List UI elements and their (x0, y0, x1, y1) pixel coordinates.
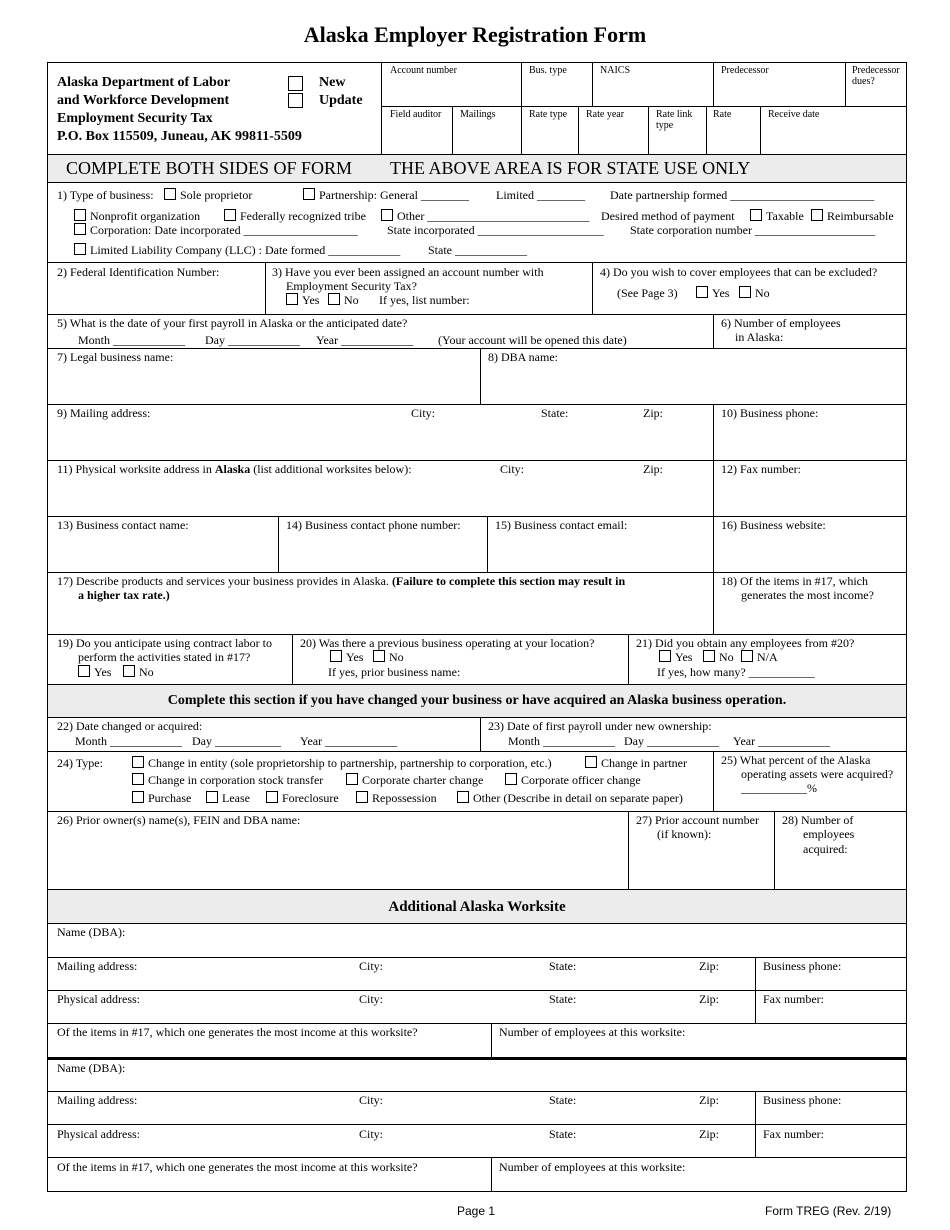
update-checkbox[interactable] (288, 93, 303, 108)
divider (774, 811, 775, 889)
q24-charter: Corporate charter change (346, 773, 483, 787)
q21-yes-checkbox[interactable] (659, 650, 671, 662)
divider (47, 348, 907, 349)
ws2-employees: Number of employees at this worksite: (499, 1160, 686, 1174)
divider (592, 62, 593, 106)
q1-other: Other ___________________________ (381, 209, 589, 223)
q23-day: Day ____________ (624, 734, 719, 748)
q24-lease: Lease (206, 791, 250, 805)
ws2-phone: Business phone: (763, 1093, 842, 1107)
ws1-physical-zip: Zip: (699, 992, 719, 1006)
q5-note: (Your account will be opened this date) (438, 333, 627, 347)
q9-city: City: (411, 406, 436, 420)
q19-line2: perform the activities stated in #17? (78, 650, 251, 664)
q24-entity: Change in entity (sole proprietorship to partnership, partnership to corporation, etc.) (132, 756, 552, 770)
divider (47, 460, 907, 461)
q5-year: Year ____________ (316, 333, 414, 347)
stock-transfer-checkbox[interactable] (132, 773, 144, 785)
q21-yes: Yes (659, 650, 692, 664)
q1-llc-state: State ____________ (428, 243, 527, 257)
rate-year-label: Rate year (586, 109, 625, 120)
agency-name-2: and Workforce Development (57, 93, 230, 108)
predecessor-dues-label: Predecessor dues? (852, 65, 900, 87)
divider (713, 516, 714, 634)
divider (480, 348, 481, 404)
q1-nonprofit: Nonprofit organization (74, 209, 200, 223)
q2-fein: 2) Federal Identification Number: (57, 265, 220, 279)
ws1-mailing: Mailing address: (57, 959, 138, 973)
repossession-checkbox[interactable] (356, 791, 368, 803)
q4-yes: Yes (696, 286, 729, 300)
other-checkbox[interactable] (381, 209, 393, 221)
mailings-label: Mailings (460, 109, 496, 120)
q11-city: City: (500, 462, 525, 476)
q3-line2: Employment Security Tax? (286, 279, 417, 293)
q20-prior-name: If yes, prior business name: (328, 665, 461, 679)
q1-label: 1) Type of business: (57, 188, 154, 202)
q4-no-checkbox[interactable] (739, 286, 751, 298)
purchase-checkbox[interactable] (132, 791, 144, 803)
q1-sole: Sole proprietor (164, 188, 252, 202)
nonprofit-checkbox[interactable] (74, 209, 86, 221)
q28-line3: acquired: (803, 842, 848, 856)
change-partner-checkbox[interactable] (585, 756, 597, 768)
q1-partnership: Partnership: General ________ (303, 188, 469, 202)
q7-legal-name: 7) Legal business name: (57, 350, 174, 364)
q24-foreclosure: Foreclosure (266, 791, 339, 805)
q1-date-partnership: Date partnership formed ________________________ (610, 188, 875, 202)
q27-line2: (if known): (657, 827, 712, 841)
page-number: Page 1 (457, 1204, 496, 1218)
divider (292, 634, 293, 684)
divider (47, 923, 907, 924)
ws1-phone: Business phone: (763, 959, 842, 973)
charter-change-checkbox[interactable] (346, 773, 358, 785)
q28-line1: 28) Number of (782, 813, 854, 827)
divider (713, 62, 714, 106)
corporation-checkbox[interactable] (74, 223, 86, 235)
q23-month: Month ____________ (508, 734, 616, 748)
q3-list: If yes, list number: (379, 293, 470, 307)
rate-type-label: Rate type (529, 109, 568, 120)
q27-line1: 27) Prior account number (636, 813, 759, 827)
divider (628, 811, 629, 889)
q1-state-corp-number: State corporation number ____________________ (630, 223, 875, 237)
q11-zip: Zip: (643, 462, 663, 476)
receive-date-label: Receive date (768, 109, 820, 120)
q9-state: State: (541, 406, 569, 420)
q1-llc: Limited Liability Company (LLC) : Date formed ____________ (74, 243, 400, 257)
q19-line1: 19) Do you anticipate using contract labor to (57, 636, 272, 650)
q3-yes-checkbox[interactable] (286, 293, 298, 305)
taxable-checkbox[interactable] (750, 209, 762, 221)
q20-yes: Yes (330, 650, 363, 664)
q24-repossession: Repossession (356, 791, 437, 805)
bus-type-label: Bus. type (529, 65, 567, 76)
q12-fax: 12) Fax number: (721, 462, 801, 476)
q1-limited: Limited ________ (496, 188, 585, 202)
ws2-mailing-zip: Zip: (699, 1093, 719, 1107)
q23-label: 23) Date of first payroll under new ownership: (488, 719, 712, 733)
q9-zip: Zip: (643, 406, 663, 420)
q5-month: Month ____________ (78, 333, 186, 347)
divider (760, 106, 761, 154)
ws2-physical-state: State: (549, 1127, 577, 1141)
new-label: New (319, 75, 346, 90)
q4-line1: 4) Do you wish to cover employees that can be excluded? (600, 265, 878, 279)
q3-yes: Yes (286, 293, 319, 307)
divider (578, 106, 579, 154)
q21-how-many: If yes, how many? ___________ (657, 665, 815, 679)
q1-reimbursable: Reimbursable (811, 209, 894, 223)
ws1-fax: Fax number: (763, 992, 824, 1006)
divider (47, 684, 907, 685)
q26-prior-owner: 26) Prior owner(s) name(s), FEIN and DBA name: (57, 813, 301, 827)
q25-line2: operating assets were acquired? (741, 767, 894, 781)
divider (265, 262, 266, 314)
divider (452, 106, 453, 154)
q15-contact-email: 15) Business contact email: (495, 518, 628, 532)
ws2-items: Of the items in #17, which one generates the most income at this worksite? (57, 1160, 418, 1174)
divider (381, 106, 907, 107)
q23-year: Year ____________ (733, 734, 831, 748)
divider (713, 314, 714, 348)
divider (47, 1157, 907, 1158)
divider (47, 572, 907, 573)
q6-line2: in Alaska: (735, 330, 784, 344)
q4-see: (See Page 3) (617, 286, 678, 300)
ws2-physical: Physical address: (57, 1127, 140, 1141)
q1-state-incorporated: State incorporated _____________________ (387, 223, 604, 237)
q24-partner: Change in partner (585, 756, 687, 770)
q16-website: 16) Business website: (721, 518, 826, 532)
lease-checkbox[interactable] (206, 791, 218, 803)
q25-percent: ___________% (741, 781, 817, 795)
divider (47, 1124, 907, 1125)
q6-line1: 6) Number of employees (721, 316, 841, 330)
llc-checkbox[interactable] (74, 243, 86, 255)
divider (47, 717, 907, 718)
worksite-separator (47, 1057, 907, 1060)
divider (491, 1023, 492, 1057)
q24-other-checkbox[interactable] (457, 791, 469, 803)
q10-business-phone: 10) Business phone: (721, 406, 819, 420)
naics-label: NAICS (600, 65, 631, 76)
agency-address: P.O. Box 115509, Juneau, AK 99811-5509 (57, 129, 302, 144)
officer-change-checkbox[interactable] (505, 773, 517, 785)
divider (628, 634, 629, 684)
state-use-only: THE ABOVE AREA IS FOR STATE USE ONLY (390, 158, 751, 178)
q17-products: 17) Describe products and services your business provides in Alaska. (Failure to complete this section may result in (57, 574, 626, 588)
q22-label: 22) Date changed or acquired: (57, 719, 203, 733)
ws1-mailing-zip: Zip: (699, 959, 719, 973)
divider (47, 516, 907, 517)
changed-section-header: Complete this section if you have changed your business or have acquired an Alaska business operation. (167, 693, 787, 708)
q28-line2: employees (803, 827, 855, 841)
ws2-name: Name (DBA): (57, 1061, 126, 1075)
rate-label: Rate (713, 109, 732, 120)
divider (47, 889, 907, 890)
q19-no-checkbox[interactable] (123, 665, 135, 677)
ws1-items: Of the items in #17, which one generates the most income at this worksite? (57, 1025, 418, 1039)
q22-day: Day ___________ (192, 734, 281, 748)
divider (480, 717, 481, 751)
ws1-physical-city: City: (359, 992, 384, 1006)
divider (47, 751, 907, 752)
q3-no-checkbox[interactable] (328, 293, 340, 305)
q21-na: N/A (741, 650, 778, 664)
q4-no: No (739, 286, 770, 300)
q1-desired-method: Desired method of payment (601, 209, 735, 223)
q25-line1: 25) What percent of the Alaska (721, 753, 871, 767)
q22-month: Month ____________ (75, 734, 183, 748)
new-checkbox[interactable] (288, 76, 303, 91)
q19-yes: Yes (78, 665, 111, 679)
divider (47, 314, 907, 315)
ws1-physical: Physical address: (57, 992, 140, 1006)
divider (491, 1157, 492, 1192)
q21-na-checkbox[interactable] (741, 650, 753, 662)
change-entity-checkbox[interactable] (132, 756, 144, 768)
q1-tribe: Federally recognized tribe (224, 209, 366, 223)
q5-day: Day ____________ (205, 333, 300, 347)
q1-corporation: Corporation: Date incorporated ___________________ (74, 223, 358, 237)
q24-officer: Corporate officer change (505, 773, 641, 787)
field-auditor-label: Field auditor (390, 109, 442, 120)
q24-label: 24) Type: (57, 756, 103, 770)
account-number-label: Account number (390, 65, 457, 76)
divider (713, 751, 714, 811)
ws2-physical-city: City: (359, 1127, 384, 1141)
q21-no: No (703, 650, 734, 664)
sole-proprietor-checkbox[interactable] (164, 188, 176, 200)
predecessor-label: Predecessor (721, 65, 769, 76)
q8-dba-name: 8) DBA name: (488, 350, 558, 364)
q4-yes-checkbox[interactable] (696, 286, 708, 298)
ws2-fax: Fax number: (763, 1127, 824, 1141)
q21-no-checkbox[interactable] (703, 650, 715, 662)
q1-taxable: Taxable (750, 209, 804, 223)
q18-line2: generates the most income? (741, 588, 874, 602)
ws1-name: Name (DBA): (57, 925, 126, 939)
divider (47, 957, 907, 958)
divider (648, 106, 649, 154)
worksite-header: Additional Alaska Worksite (388, 899, 566, 915)
divider (47, 1023, 907, 1024)
divider (521, 62, 522, 154)
rate-link-type-label: Rate link type (656, 109, 693, 131)
divider (47, 634, 907, 635)
ws2-mailing: Mailing address: (57, 1093, 138, 1107)
q24-stock: Change in corporation stock transfer (132, 773, 323, 787)
q5-line1: 5) What is the date of your first payroll in Alaska or the anticipated date? (57, 316, 408, 330)
divider (47, 262, 907, 263)
ws1-physical-state: State: (549, 992, 577, 1006)
divider (47, 404, 907, 405)
agency-name-3: Employment Security Tax (57, 111, 213, 126)
q9-mailing: 9) Mailing address: (57, 406, 151, 420)
q14-contact-phone: 14) Business contact phone number: (286, 518, 461, 532)
ws1-employees: Number of employees at this worksite: (499, 1025, 686, 1039)
agency-name-1: Alaska Department of Labor (57, 75, 231, 90)
q18-line1: 18) Of the items in #17, which (721, 574, 868, 588)
reimbursable-checkbox[interactable] (811, 209, 823, 221)
q24-other: Other (Describe in detail on separate paper) (457, 791, 683, 805)
q19-no: No (123, 665, 154, 679)
divider (706, 106, 707, 154)
divider (47, 990, 907, 991)
q19-yes-checkbox[interactable] (78, 665, 90, 677)
q11-physical: 11) Physical worksite address in Alaska (list additional worksites below): (57, 462, 412, 476)
divider (47, 154, 907, 155)
ws2-mailing-city: City: (359, 1093, 384, 1107)
divider (278, 516, 279, 572)
page-title: Alaska Employer Registration Form (303, 22, 647, 47)
ws2-mailing-state: State: (549, 1093, 577, 1107)
q20-line1: 20) Was there a previous business operating at your location? (300, 636, 595, 650)
divider (487, 516, 488, 572)
complete-both-sides: COMPLETE BOTH SIDES OF FORM (66, 158, 353, 178)
q17-warning: a higher tax rate.) (78, 588, 170, 602)
q24-purchase: Purchase (132, 791, 191, 805)
tribe-checkbox[interactable] (224, 209, 236, 221)
q13-contact-name: 13) Business contact name: (57, 518, 189, 532)
q20-no-checkbox[interactable] (373, 650, 385, 662)
foreclosure-checkbox[interactable] (266, 791, 278, 803)
q21-line1: 21) Did you obtain any employees from #20? (636, 636, 855, 650)
divider (47, 182, 907, 183)
partnership-checkbox[interactable] (303, 188, 315, 200)
form-revision: Form TREG (Rev. 2/19) (765, 1204, 892, 1218)
ws1-mailing-city: City: (359, 959, 384, 973)
divider (47, 811, 907, 812)
q3-no: No (328, 293, 359, 307)
divider (845, 62, 846, 106)
q20-no: No (373, 650, 404, 664)
ws1-mailing-state: State: (549, 959, 577, 973)
q20-yes-checkbox[interactable] (330, 650, 342, 662)
q22-year: Year ____________ (300, 734, 398, 748)
divider (592, 262, 593, 314)
ws2-physical-zip: Zip: (699, 1127, 719, 1141)
q3-line1: 3) Have you ever been assigned an account number with (272, 265, 544, 279)
divider (47, 1091, 907, 1092)
update-label: Update (319, 93, 363, 108)
